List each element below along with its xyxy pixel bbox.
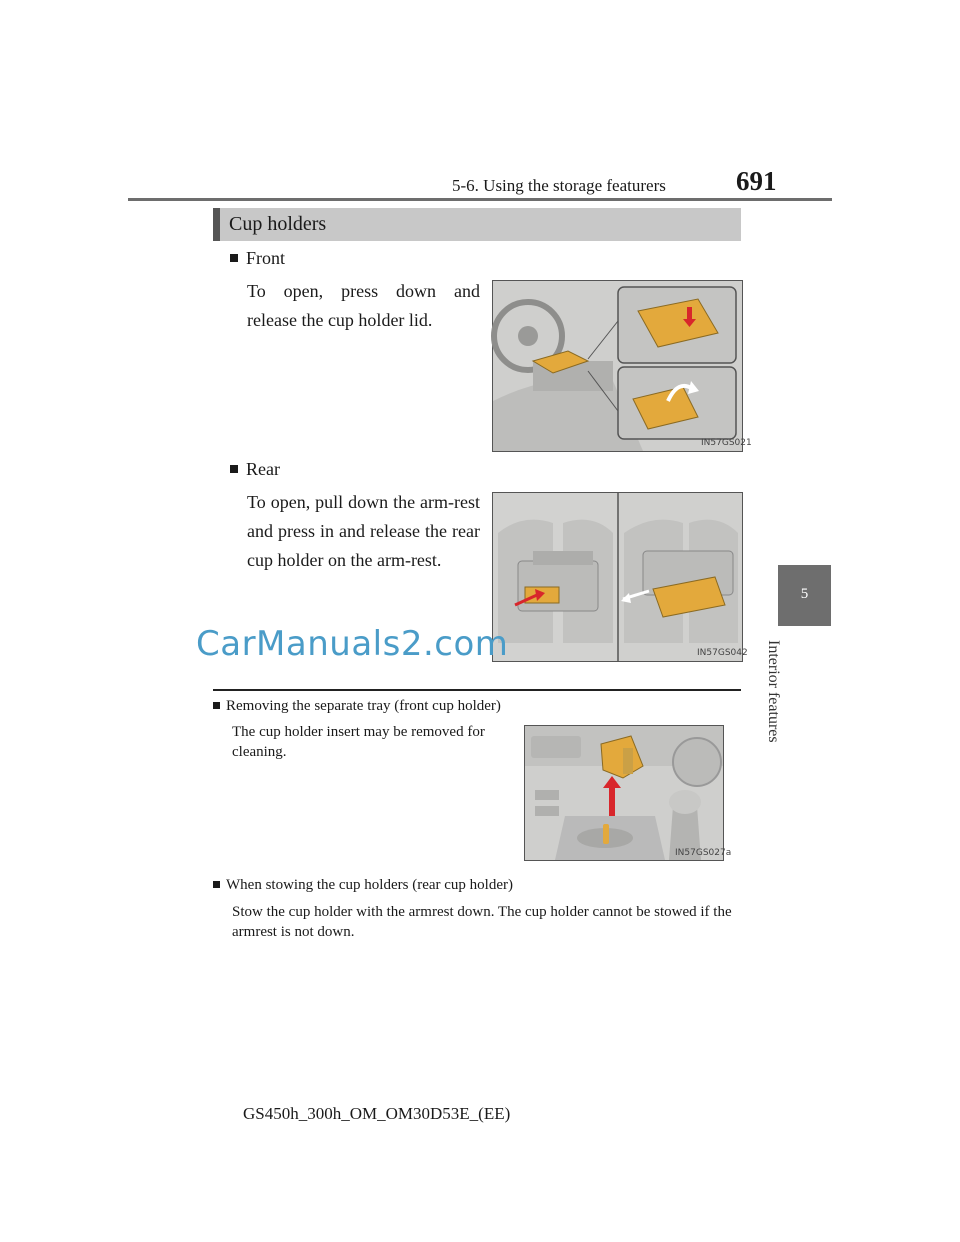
rear-instructions: To open, pull down the arm-rest and press in and release the rear cup holder on the arm-rest. bbox=[247, 492, 480, 570]
rear-heading-text: Rear bbox=[246, 459, 280, 479]
front-cup-holder-figure bbox=[492, 280, 752, 452]
front-console-illustration bbox=[493, 281, 742, 451]
front-instructions: To open, press down and release the cup holder lid. bbox=[247, 281, 480, 330]
rear-figure-code: IN57GS042 bbox=[697, 648, 748, 658]
stowing-heading bbox=[213, 877, 513, 894]
stowing-heading-text: When stowing the cup holders (rear cup holder) bbox=[226, 877, 513, 893]
chapter-number: 5 bbox=[800, 586, 809, 602]
removing-tray-heading-text: Removing the separate tray (front cup holder) bbox=[226, 698, 501, 714]
watermark-text: CarManuals2.com bbox=[196, 624, 509, 664]
removing-tray-heading bbox=[213, 698, 501, 715]
removing-tray-text: The cup holder insert may be removed for cleaning. bbox=[232, 724, 485, 760]
bullet-square-icon bbox=[230, 254, 238, 262]
rear-cup-holder-figure bbox=[492, 492, 748, 662]
chapter-label-container bbox=[762, 630, 786, 830]
front-heading bbox=[230, 248, 285, 269]
notes-divider bbox=[213, 689, 741, 691]
rear-heading bbox=[230, 459, 280, 480]
removing-figure-code: IN57GS027a bbox=[675, 848, 732, 858]
bullet-square-icon bbox=[213, 702, 220, 709]
running-header: 5-6. Using the storage featurers bbox=[452, 176, 666, 195]
front-heading-text: Front bbox=[246, 248, 286, 268]
tray-removal-illustration bbox=[525, 726, 723, 860]
stowing-text: Stow the cup holder with the armrest down. The cup holder cannot be stowed if the armrest is not down. bbox=[232, 904, 732, 940]
rear-armrest-illustration bbox=[493, 493, 742, 661]
front-figure-code: IN57GS021 bbox=[701, 438, 752, 448]
chapter-label: Interior features bbox=[765, 640, 782, 743]
removing-tray-figure bbox=[524, 725, 732, 861]
page-number: 691 bbox=[736, 166, 777, 196]
header-rule bbox=[128, 198, 832, 201]
bullet-square-icon bbox=[213, 881, 220, 888]
section-title: Cup holders bbox=[229, 213, 327, 235]
document-code-footer: GS450h_300h_OM_OM30D53E_(EE) bbox=[243, 1104, 511, 1123]
bullet-square-icon bbox=[230, 465, 238, 473]
